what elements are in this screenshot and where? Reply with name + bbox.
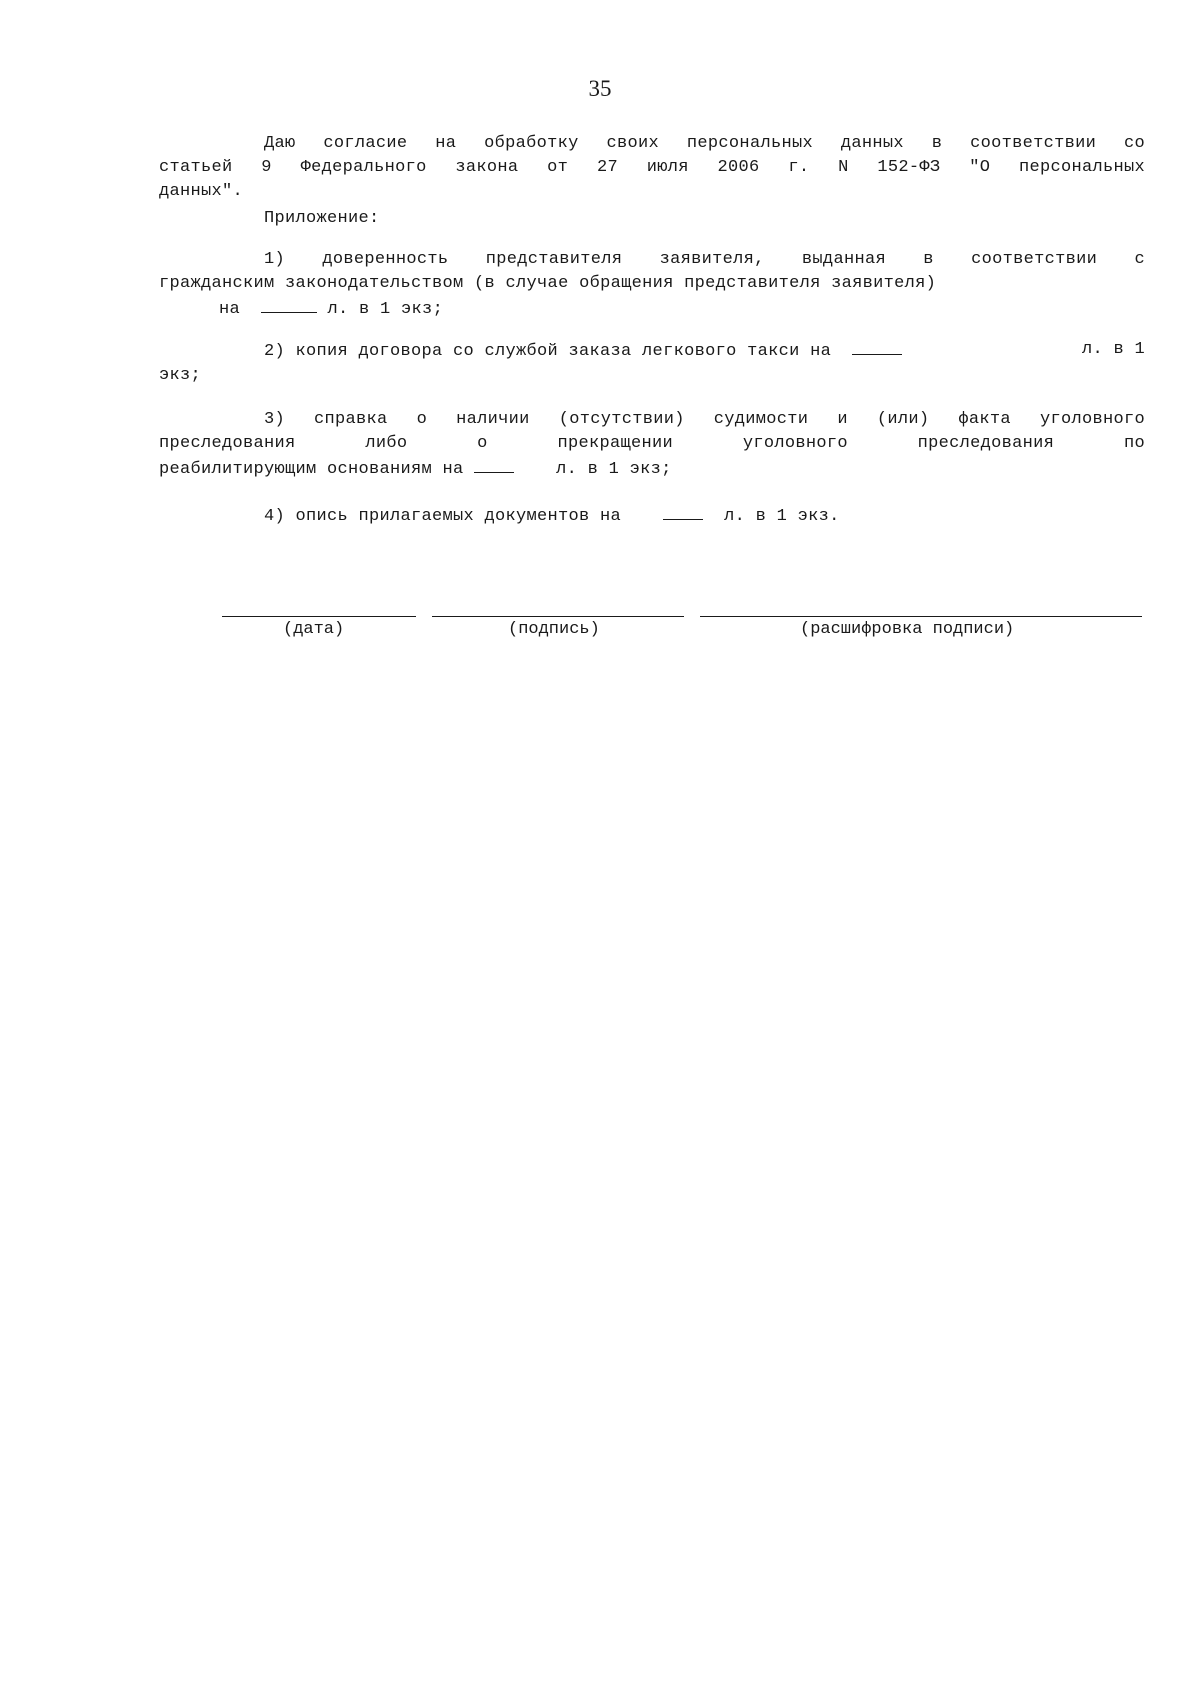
item-2-line-1 — [159, 338, 1145, 364]
decoding-label: (расшифровка подписи) — [800, 620, 1015, 639]
item-3-line-3 — [159, 456, 1145, 482]
consent-paragraph — [159, 132, 1145, 204]
item-4-suffix: л. в 1 экз. — [724, 507, 840, 526]
item-2-suffix: л. в 1 — [1081, 340, 1145, 359]
decoding-line — [700, 616, 1142, 617]
item-3-suffix: л. в 1 экз; — [556, 460, 672, 479]
attachment-item-4 — [159, 503, 1145, 529]
item-3-pages-blank — [474, 456, 514, 473]
date-label: (дата) — [283, 620, 345, 639]
item-2-pages-blank — [852, 338, 902, 355]
date-line — [222, 616, 416, 617]
item-3-line-2: преследования либо о прекращении уголовного преследования по — [159, 434, 1145, 453]
attachment-item-3 — [159, 408, 1145, 482]
item-4-line — [159, 503, 1145, 529]
attachment-item-1 — [159, 248, 1145, 322]
item-1-pages-blank — [261, 296, 317, 313]
consent-line-3: данных". — [159, 182, 244, 201]
item-1-line-3 — [159, 296, 1145, 322]
consent-line-1: Даю согласие на обработку своих персональных данных в соответствии со — [264, 134, 1145, 153]
signature-line — [432, 616, 684, 617]
attachment-heading: Приложение: — [264, 209, 380, 228]
page-number: 35 — [588, 76, 612, 101]
item-1-line-2: гражданским законодательством (в случае обращения представителя заявителя) — [159, 274, 937, 293]
item-1-suffix: л. в 1 экз; — [327, 300, 444, 319]
item-2-text: 2) копия договора со службой заказа легкового такси на — [264, 342, 832, 361]
item-4-prefix: 4) опись прилагаемых документов на — [264, 507, 622, 526]
item-3-prefix: реабилитирующим основаниям на — [159, 460, 464, 479]
item-1-line-1: 1) доверенность представителя заявителя, выданная в соответствии с — [264, 250, 1145, 269]
consent-line-2: статьей 9 Федерального закона от 27 июля 2006 г. N 152-ФЗ "О персональных — [159, 158, 1145, 177]
item-3-line-1: 3) справка о наличии (отсутствии) судимости и (или) факта уголовного — [264, 410, 1145, 429]
item-4-pages-blank — [663, 503, 703, 520]
signature-label: (подпись) — [508, 620, 600, 639]
item-1-prefix: на — [219, 300, 241, 319]
item-2-continuation: экз; — [159, 366, 202, 385]
attachment-item-2 — [159, 338, 1145, 388]
